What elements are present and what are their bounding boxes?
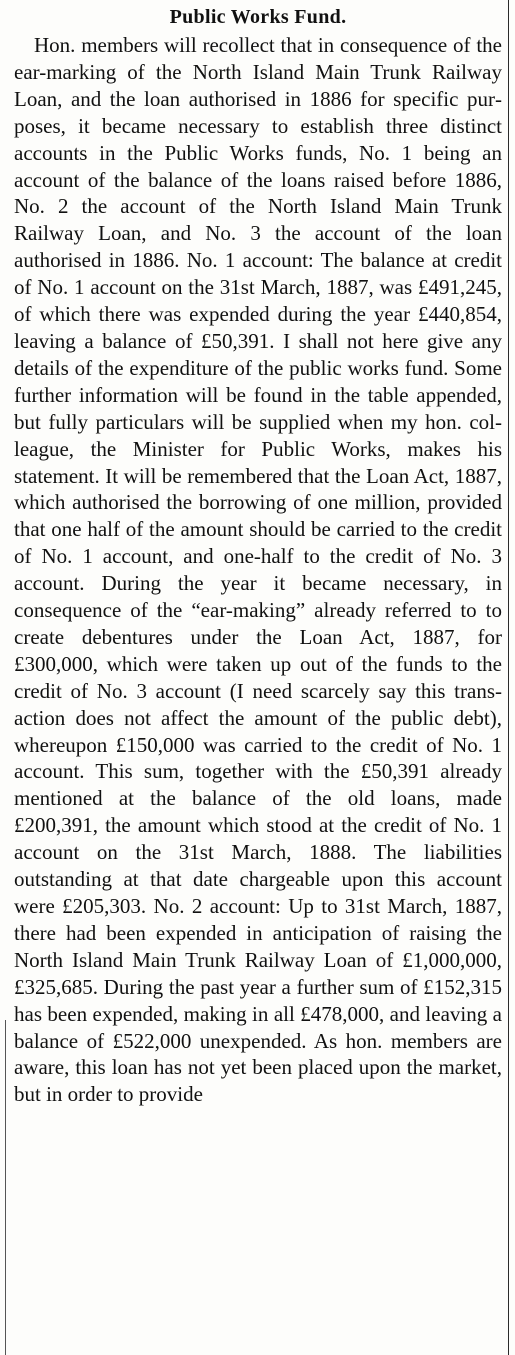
article-heading: Public Works Fund. [169,6,347,28]
column-rule-right [508,0,509,1355]
article-body: Hon. members will recollect that in consequence of the ear-marking of the North Island Main Trunk Railway Loan, and the loan authorised in 1886 for specific purposes, it became necessary to establish three distinct accounts in the Public Works funds, No. 1 being an account of the balance of the loans raised before 1886, No. 2 the account of the North Island Main Trunk Railway Loan, and No. 3 the account of the loan authorised in 1886. No. 1 account: The balance at credit of No. 1 account on the 31st March, 1887, was £491,245, of which there was expended during the year £440,854, leaving a balance of £50,391. I shall not here give any details of the expenditure of the public works fund. Some further information will be found in the table appended, but fully particulars will be supplied when my hon. colleague, the Minister for Public Works, makes his statement. It will be remembered that the Loan Act, 1887, which authorised the borrowing of one million, provided that one half of the amount should be carried to the credit of No. 1 account, and one-half to the credit of No. 3 account. During the year it became necessary, in consequence of the “ear-making” already referred to to create debentures under the Loan Act, 1887, for £300,000, which were taken up out of the funds to the credit of No. 3 account (I need scarcely say this transaction does not affect the amount of the public debt), whereupon £150,000 was carried to the credit of No. 1 account. This sum, together with the £50,391 already mentioned at the balance of the old loans, made £200,391, the amount which stood at the credit of No. 1 account on the 31st March, 1888. The liabilities outstanding at that date chargeable upon this account were £205,303. No. 2 account: Up to 31st March, 1887, there had been expended in anticipation of raising the North Island Main Trunk Railway Loan of £1,000,000, £325,685. During the past year a further sum of £152,315 has been expended, making in all £478,000, and leaving a balance of £522,000 unexpended. As hon. members are aware, this loan has not yet been placed upon the market, but in order to provide [14,33,502,1107]
column-rule-left [5,1020,6,1355]
article-column [14,2,502,1108]
